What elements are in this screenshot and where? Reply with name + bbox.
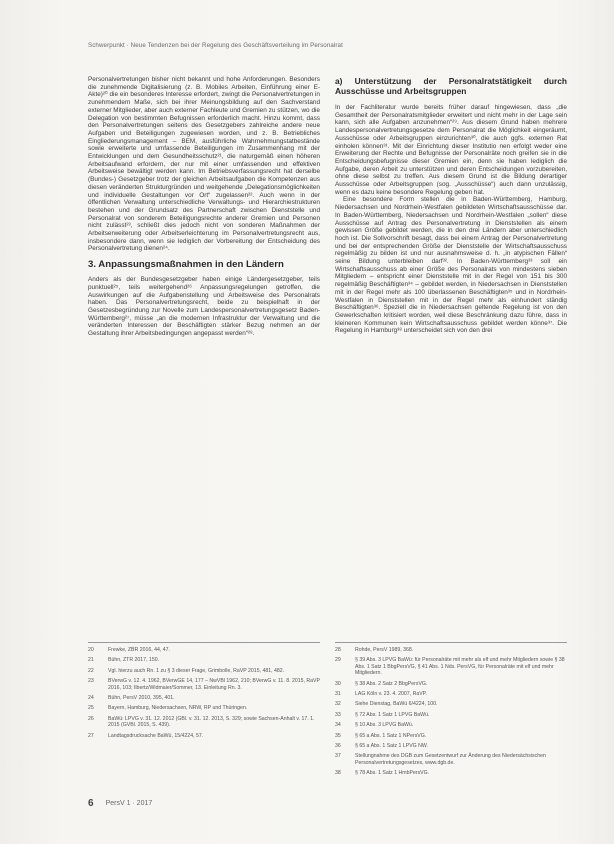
footnote-number: 35 xyxy=(335,732,341,739)
body-paragraph: Eine besondere Form stellen die in Baden-Württemberg, Hamburg, Niedersachsen und Nordrhein-Westfalen gebildeten Wirtschaftsausschüsse dar. In Baden-Württemberg, Niedersachsen und Nordrhein-Westfalen „sollen“ diese Ausschüsse auf Antrag des Personalvertretung in Dienststellen als einem gewissen Größe gebildet werden, die in den drei Ländern aber unterschiedlich hoch ist. Die Sollvorschrift besagt, dass bei einem Antrag der Personalvertretung und bei der entsprechenden Größe der Dienststelle der Wirtschaftsausschuss regelmäßig zu bilden ist und nur ausnahmsweise d. h. „in atypischen Fällen“ seine Bildung unterbleiben darf³². In Baden-Württemberg³³ soll ein Wirtschaftsausschuss ab einer Größe des Personalrats von mindestens sieben Mitgliedern – entspricht einer Dienststelle mit in der Regel von 151 bis 300 regelmäßig Beschäftigten³⁴ – gebildet werden, in Niedersachsen in Dienststellen mit in der Regel mehr als 100 überlassenen Beschäftigten³⁵ und in Nordrhein-Westfalen in Dienststellen mit in der Regel mehr als einhundert ständig Beschäftigten³⁶. Speziell die in Niedersachsen geltende Regelung ist von den Gewerkschaften kritisiert worden, weil diese Beschränkung dazu führe, dass in kleineren Kommunen kein Wirtschaftsausschuss gebildet werden könne³⁷. Die Regelung in Hamburg³⁸ unterscheidet sich von den drei xyxy=(335,196,567,335)
footnote-text: Landtagsdrucksache BaWü, 15/4224, 57. xyxy=(108,732,204,739)
footnote xyxy=(335,733,567,739)
footnote-number: 38 xyxy=(335,770,341,777)
footnote-number: 24 xyxy=(88,695,94,702)
footnote-number: 22 xyxy=(88,667,94,674)
footnote-text: Stellungnahme des DGB zum Gesetzentwurf zur Änderung des Niedersächsischen Personalvertretungsgesetzes, www.dgb.de. xyxy=(355,753,546,766)
footnote-number: 26 xyxy=(88,715,94,722)
footnote-text: Bayern, Hamburg, Niedersachsen, NRW, RP und Thüringen. xyxy=(108,705,248,712)
footnote-number: 37 xyxy=(335,753,341,760)
footnote-text: Rohde, PersV 1989, 368. xyxy=(355,647,414,653)
footnote-text: Siehe Dienstag, BaWü 6/4224, 100. xyxy=(355,701,438,708)
footnote xyxy=(88,716,320,729)
footnote-number: 30 xyxy=(335,680,341,687)
footnote-number: 33 xyxy=(335,711,341,718)
footnote xyxy=(88,647,320,653)
footnote-text: LAG Köln v. 23. 4. 2007, RaVP. xyxy=(355,691,427,698)
footnote-number: 36 xyxy=(335,743,341,750)
footnote-number: 28 xyxy=(335,647,341,653)
footnote xyxy=(335,647,567,653)
body-paragraph: Personalvertretungen bisher nicht bekannt und hohe Anforderungen. Besonders die zunehmende Digitalisierung (z. B. Mobiles Arbeiten, Einführung einer E-Akte)²⁰ die ein besonderes Interesse erfordert, zwingt die Personalvertretungen in zunehmendem Maße, sich bei ihrer Meinungsbildung auf den Sachverstand externer Mitglieder, aber auch externer Fachleute und Gremien zu stützen, wo die Delegation von bestimmten Befugnissen erforderlich macht. Hinzu kommt, dass den Personalvertretungen seitens des Gesetzgebers zahlreiche andere neue Aufgaben und Beteiligungen zugewiesen worden, und z. B. Betriebliches Eingliederungsmanagement – BEM, ausführliche Wahrnehmungstatbestände sowie erweiterte und umfassende Beteiligungen im Zusammenhang mit der Entwicklungen und dem Gesundheitsschutz²¹, die naturgemäß einen höheren Arbeitsaufwand erfordern, der nur mit einer umfassenden und effektiven Arbeitsweise bewältigt werden kann. Im Betriebsverfassungsrecht hat derselbe (Bundes-) Gesetzgeber trotz der gleichen Arbeitsaufgaben die Kompetenzen aus diesen veränderten Strukturgründen und weitgehende „Delegationsmöglichkeiten und individuelle Gestaltungen vor Ort“ zugelassen²². Auch wenn in der öffentlichen Verwaltung unterschiedliche Verwaltungs- und Hierarchiestrukturen bestehen und der Grundsatz des Partnerschaft zwischen Dienststelle und Personalrat von sonderem Beteiligungsrechte anderer Gremien und Personen nicht zulässt²³, schließt dies jedoch nicht von sonderen Maßnahmen der Arbeitserweiterung oder Arbeitserleichterung im Personalvertretungsrecht aus, insbesondere dann, wenn sie lediglich der Vorbereitung der Entscheidung des Personalvertretung dienen²⁴. xyxy=(88,76,320,253)
section-heading: 3. Anpassungsmaßnahmen in den Ländern xyxy=(88,259,284,271)
footnote xyxy=(335,657,567,676)
footnote xyxy=(335,743,567,749)
footnote xyxy=(88,695,320,701)
footnote-text: § 38 Abs. 2 Satz 2 BbgPersVG. xyxy=(355,680,428,687)
footnote-number: 23 xyxy=(88,678,94,685)
footnote xyxy=(88,668,320,674)
page-number: 6 xyxy=(88,797,94,809)
page-footer xyxy=(88,796,568,810)
footnote-text: § 39 Abs. 3 LPVG BaWü: für Personalräte mit mehr als elf und mehr Mitgliedern sowie § 38 Abs. 1 Satz 1 BbgPersVG, § 41 Abs. 1 Nds. PersVG, für Personalräte mit elf und mehr Mitgliedern. xyxy=(355,657,565,677)
footnote xyxy=(88,705,320,711)
footnote xyxy=(335,691,567,697)
footnote-number: 32 xyxy=(335,701,341,708)
subsection-heading: a) Unterstützung der Personalratstätigkeit durch Ausschüsse und Arbeitsgruppen xyxy=(335,76,567,96)
footnote-number: 20 xyxy=(88,647,94,653)
body-paragraph: In der Fachliteratur wurde bereits früher darauf hingewiesen, dass „die Gesamtheit der Personalratsmitglieder erweitert und nicht mehr in der Lage sein kann, sich alle Aufgaben anzunehmen“²⁹. Aus diesem Grund haben mehrere Landespersonalvertretungsgesetze dem Personalrat die Möglichkeit eingeräumt, Ausschüsse oder Arbeitsgruppen einzurichten³⁰, die auch ggfs. externen Rat einholen können³¹. Mit der Einrichtung dieser Institutio nen erfolgt weder eine Erweiterung der Rechte und Befugnisse der Personalräte noch greifen sie in die Entscheidungsbefugnisse dieser Gremien ein, denn sie haben lediglich die Aufgabe, deren Arbeit zu unterstützen und deren Entscheidungen vorzubereiten, ohne diese selbst zu treffen. Aus diesem Grund ist die Bildung derartiger Ausschüsse oder Arbeitsgruppen (sog. „Ausschüsse“) auch dann unzulässig, wenn es dazu keine besondere Regelung geben hat. xyxy=(335,104,567,196)
footnote xyxy=(335,770,567,776)
footnote-text: § 65 a Abs. 1 Satz 1 LPVG NW. xyxy=(355,743,428,750)
running-header: Schwerpunkt · Neue Tendenzen bei der Regelung des Geschäftsverteilung im Personalrat xyxy=(88,42,343,49)
footnote xyxy=(88,733,320,739)
footnote-text: BVerwG v. 12. 4. 1962, BVerwGE 14, 177 – NwVBl 1962, 210; BVerwG v. 11. 8. 2015, RaVP 2016, 103; Ilbertz/Widmaier/Sommer, 13. Einleitung Rn. 3. xyxy=(108,678,320,691)
footnote xyxy=(335,753,567,766)
left-column xyxy=(88,76,320,338)
footnote xyxy=(335,681,567,687)
footnote-text: Bühn, PersV 2010, 395, 401. xyxy=(108,695,175,702)
footnote-number: 34 xyxy=(335,722,341,729)
footnotes-left xyxy=(88,642,320,743)
footnotes-right xyxy=(335,642,567,781)
footnote-text: § 72 Abs. 1 Satz 1 LPVG BaWü. xyxy=(355,711,430,718)
footnote-text: BaWü: LPVG v. 31. 12. 2012 (GBl. v. 31. 12. 2013, S. 329; sowie Sachsen-Anhalt v. 17. 1. 2015 (GVBl. 2015, S. 439). xyxy=(108,715,315,729)
body-paragraph: Anders als der Bundesgesetzgeber haben einige Ländergesetzgeber, teils punktuell²⁵, teils weitergehend²⁶ Anpassungsregelungen getroffen, die Auswirkungen auf die Aufgabenstellung und Arbeitsweise des Personalrats haben. Das Personalvertretungsrecht, beide zu beispielhaft in der Gesetzesbegründung zur Novelle zum Landespersonalvertretungsgesetz Baden-Württemberg²⁷, müsse „an die modernen Infrastruktur der Verwaltung und die veränderten Interessen der Beschäftigten stärker Bezug nehmen an der Gestaltung ihrer Arbeitsbedingungen angepasst werden“²⁸. xyxy=(88,276,320,338)
footnote-text: Bühn, ZTR 2017, 150. xyxy=(108,657,160,664)
footnote xyxy=(335,701,567,707)
footnote xyxy=(335,712,567,718)
footnote xyxy=(88,678,320,691)
footnote-text: § 65 a Abs. 1 Satz 1 NPersVG. xyxy=(355,732,427,739)
footnote-text: Frewke, ZBR 2016, 44, 47. xyxy=(108,647,170,653)
footnote xyxy=(88,657,320,663)
footnote-text: Vgl. hierzu auch Rn. 1 zu § 3 dieser Frage, Grimbolle, RaVP 2015, 481, 482. xyxy=(108,667,285,674)
footnote-number: 27 xyxy=(88,732,94,739)
journal-issue: PersV 1 · 2017 xyxy=(105,799,153,807)
footnote-text: § 78 Abs. 1 Satz 1 HmbPersVG. xyxy=(355,770,430,777)
footnote-number: 25 xyxy=(88,705,94,712)
footnote-number: 21 xyxy=(88,657,94,664)
right-column xyxy=(335,76,567,335)
footnote xyxy=(335,722,567,728)
footnote-number: 29 xyxy=(335,657,341,664)
footnote-text: § 10 Abs. 3 LPVG BaWü. xyxy=(355,722,414,729)
footnote-number: 31 xyxy=(335,691,341,698)
